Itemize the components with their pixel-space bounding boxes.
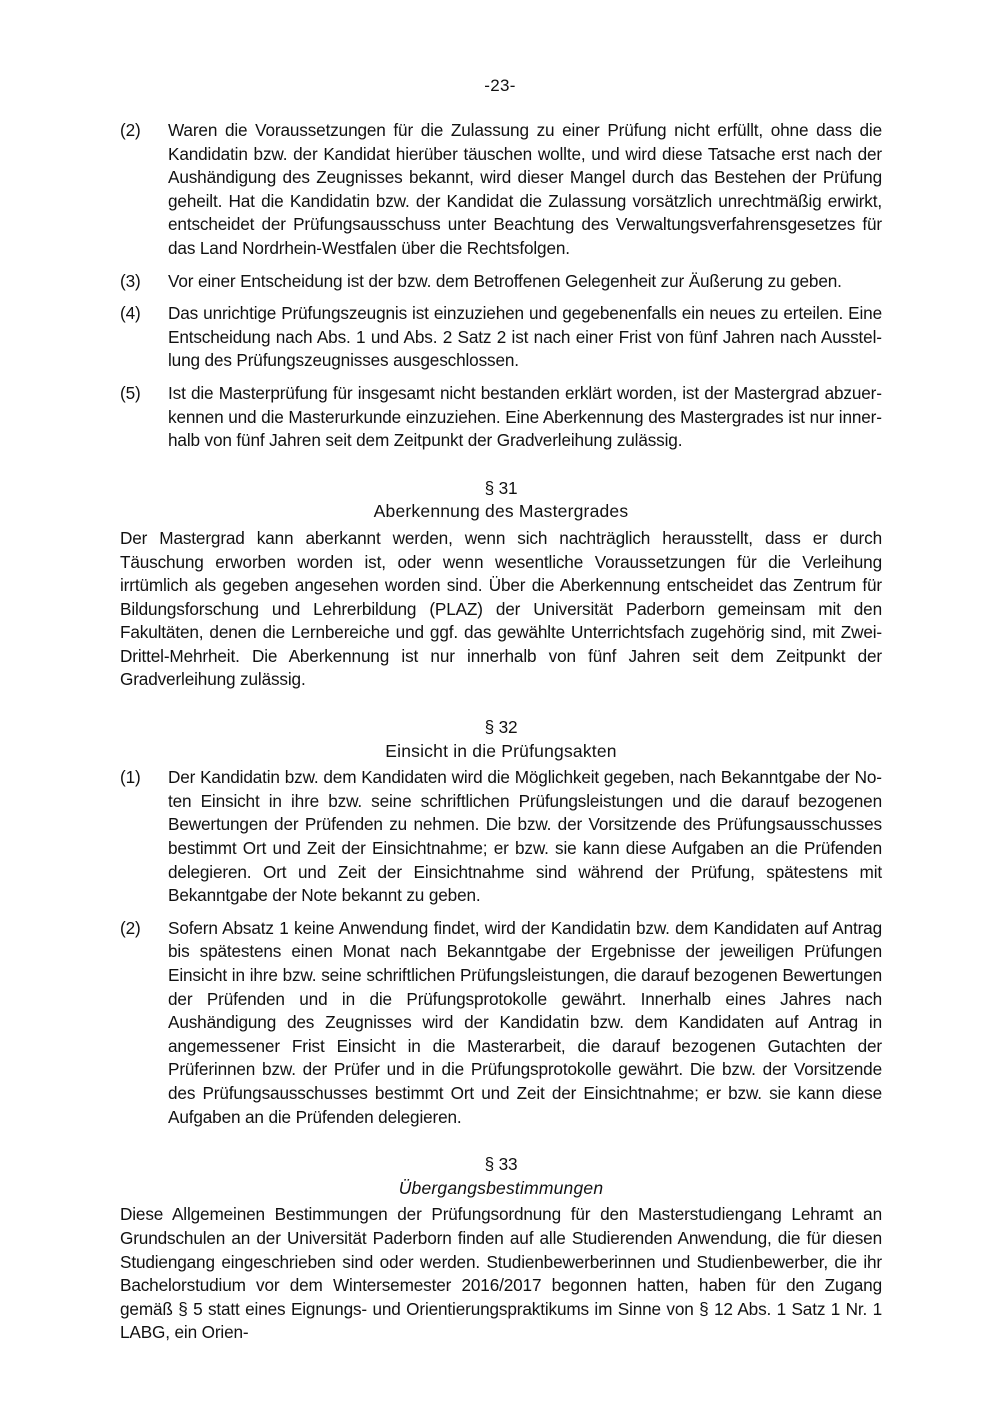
paragraph-text: Ist die Masterprüfung für insgesamt nicht bestanden erklärt worden, ist der Mastergrad abzuerkennen und die Masterurkunde einzuziehen. Eine Aberkennung des Mastergrades ist nur innerhalb von fünf Jahren seit dem Zeitpunkt der Gradverleihung zulässig. (168, 382, 882, 451)
paragraph-30-3 (120, 270, 882, 294)
section-31-text: Der Mastergrad kann aberkannt werden, wenn sich nachträglich herausstellt, dass er durch Täuschung erworben worden ist, oder wenn wesentliche Voraussetzungen für die Verleihung irrtümlich als gegeben angesehen worden sind. Über die Aberkennung entscheidet das Zentrum für Bildungsforschung und Lehrerbildung (PLAZ) der Universität Paderborn gemeinsam mit den Fakultäten, denen die Lernbereiche und ggf. das gewählte Unterrichtsfach zugehörig sind, mit Zwei-Drittel-Mehrheit. Die Aberkennung ist nur innerhalb von fünf Jahren seit dem Zeitpunkt der Gradverleihung zulässig. (120, 527, 882, 690)
page-number: -23- (484, 76, 516, 95)
paragraph-text: Das unrichtige Prüfungszeugnis ist einzuziehen und gegebenenfalls ein neues zu erteilen. Eine Entscheidung nach Abs. 1 und Abs. 2 Satz 2 ist nach einer Frist von fünf Jahren nach Ausstellung des Prüfungszeugnisses ausgeschlossen. (168, 303, 882, 371)
page-content (120, 119, 882, 1354)
section-number: § 33 (484, 1154, 518, 1175)
section-33-heading (120, 1153, 882, 1200)
section-31-heading (120, 477, 882, 524)
section-title: Aberkennung des Mastergrades (373, 501, 629, 522)
paragraph-number: (3) (120, 270, 141, 291)
paragraph-30-2 (120, 119, 882, 261)
section-title: Einsicht in die Prüfungsakten (385, 740, 617, 761)
paragraph-32-2 (120, 917, 882, 1129)
section-32-heading (120, 716, 882, 763)
section-number: § 32 (484, 717, 518, 738)
section-title: Übergangsbestimmungen (398, 1177, 604, 1198)
paragraph-text: Waren die Voraussetzungen für die Zulassung zu einer Prüfung nicht erfüllt, ohne dass die Kandidatin bzw. der Kandidat hierüber täuschen wollte, und wird diese Tatsache erst nach der Aushändigung des Zeugnisses bekannt, wird dieser Mangel durch das Bestehen der Prüfung geheilt. Hat die Kandidatin bzw. der Kandidat die Zulassung vorsätzlich unrechtmäßig erwirkt, entscheidet der Prüfungsausschuss unter Beachtung des Verwaltungsverfahrensgesetzes für das Land Nordrhein-Westfalen über die Rechtsfolgen. (168, 120, 882, 258)
paragraph-text: Sofern Absatz 1 keine Anwendung findet, wird der Kandidatin bzw. dem Kandidaten auf Antrag bis spätestens einen Monat nach Bekanntgabe der Ergebnisse der jeweiligen Prüfungen Einsicht in ihre bzw. seine schriftlichen Prüfungsleistungen, die darauf bezogenen Bewertungen der Prüfenden und in die Prüfungsprotokolle gewährt. Innerhalb eines Jahres nach Aushändigung des Zeugnisses wird der Kandidatin bzw. dem Kandidaten auf Antrag in angemessener Frist Einsicht in die Masterarbeit, die darauf bezogenen Gutachten der Prüferinnen bzw. der Prüfer und in die Prüfungsprotokolle gewährt. Die bzw. der Vorsitzende des Prüfungsausschusses bestimmt Ort und Zeit der Einsichtnahme; er bzw. sie kann diese Aufgaben an die Prüfenden delegieren. (168, 917, 882, 1127)
paragraph-number: (1) (120, 767, 141, 788)
section-33-text: Diese Allgemeinen Bestimmungen der Prüfungsordnung für den Masterstudiengang Lehramt an Grundschulen an der Universität Paderborn finden auf alle Studierenden Anwendung, die für diesen Studiengang eingeschrieben sind oder werden. Studienbewerberinnen und Studienbewerber, die ihr Bachelorstudium vor dem Wintersemester 2016/2017 begonnen hatten, haben für den Zugang gemäß § 5 statt eines Eignungs- und Orientierungspraktikums im Sinne von § 12 Abs. 1 Satz 1 Nr. 1 LABG, ein Orien- (120, 1204, 882, 1343)
section-number: § 31 (484, 477, 518, 498)
paragraph-text: Vor einer Entscheidung ist der bzw. dem Betroffenen Gelegenheit zur Äußerung zu geben. (168, 270, 842, 291)
paragraph-text: Der Kandidatin bzw. dem Kandidaten wird die Möglichkeit gegeben, nach Bekanntgabe der Noten Einsicht in ihre bzw. seine schriftlichen Prüfungsleistungen und die darauf bezogenen Bewertungen der Prüfenden zu nehmen. Die bzw. der Vorsitzende des Prüfungsausschusses bestimmt Ort und Zeit der Einsichtnahme; er bzw. sie kann diese Aufgaben an die Prüfenden delegieren. Ort und Zeit der Einsichtnahme sind während der Prüfung, spätestens mit Bekanntgabe der Note bekannt zu geben. (168, 767, 882, 906)
paragraph-30-5 (120, 382, 882, 453)
paragraph-number: (5) (120, 382, 141, 403)
paragraph-32-1 (120, 766, 882, 908)
paragraph-30-4 (120, 302, 882, 373)
paragraph-number: (4) (120, 303, 141, 324)
paragraph-number: (2) (120, 917, 141, 938)
paragraph-number: (2) (120, 120, 141, 140)
